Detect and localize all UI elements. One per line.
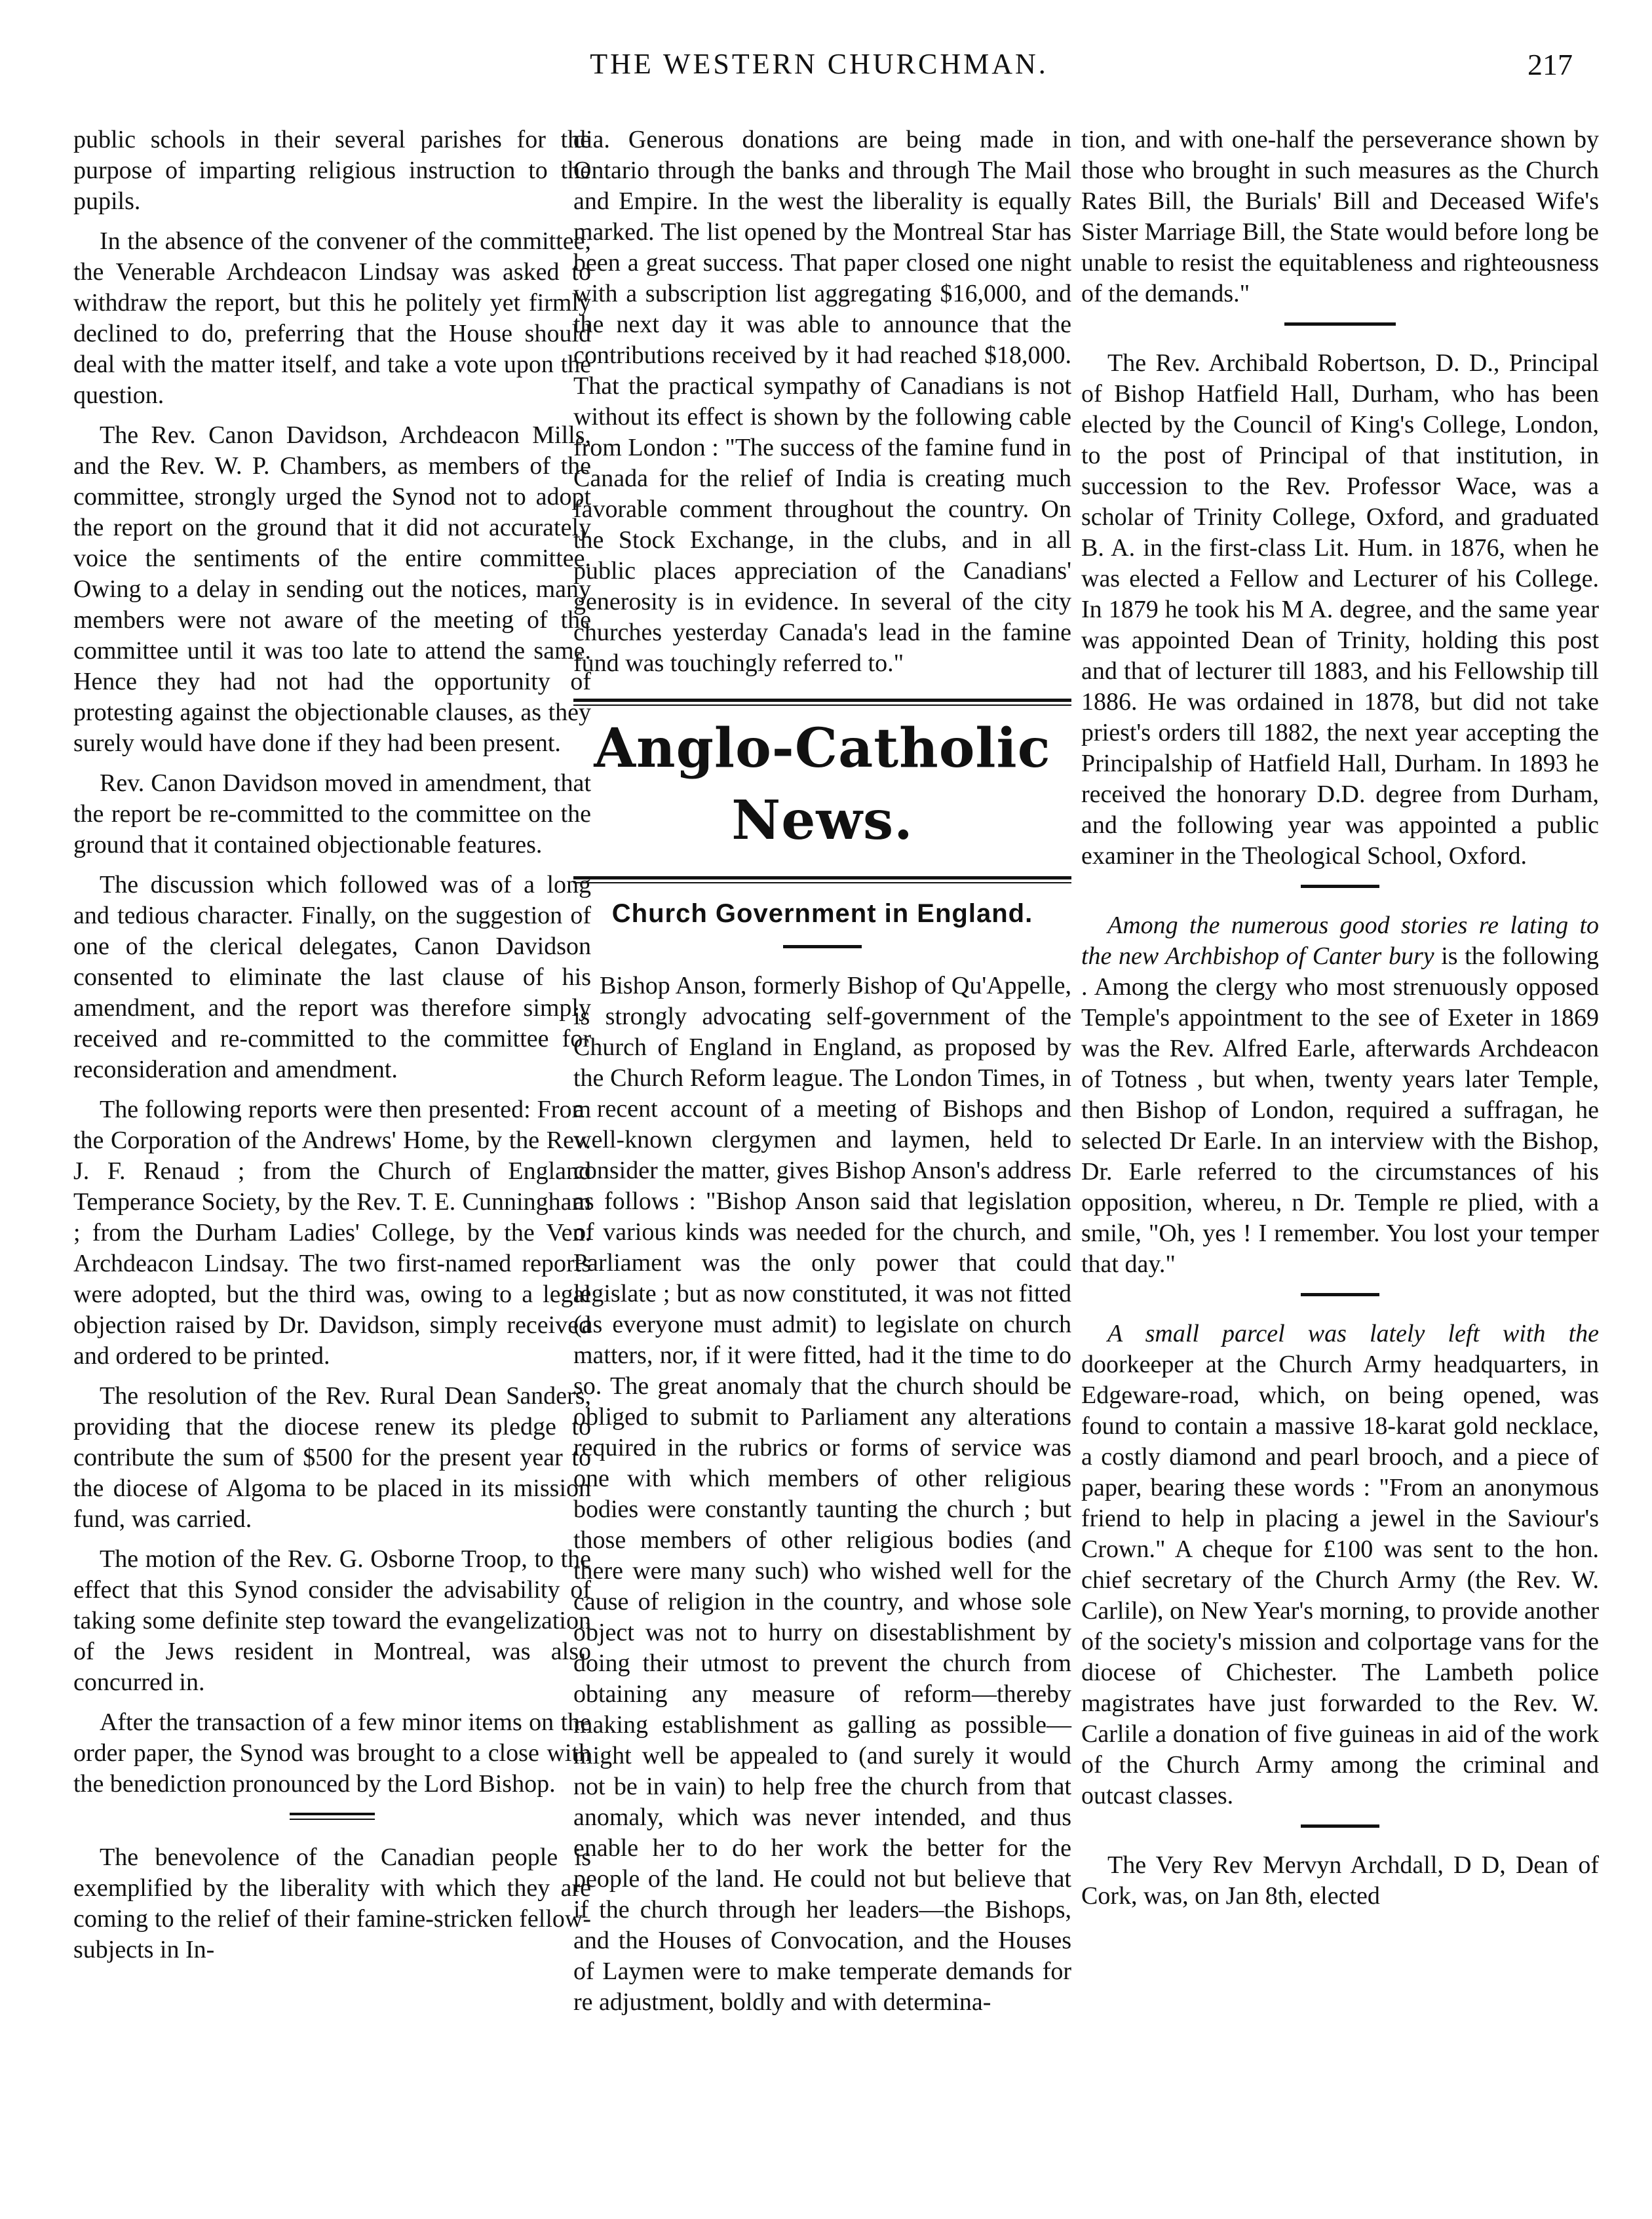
column-1 xyxy=(73,125,591,1975)
paragraph-text: doorkeeper at the Church Army headquarters, in Edgeware-road, which, on being opened, was found to contain a massive 18-karat gold necklace, a costly diamond and pearl brooch, and a piece of paper, bearing these words : "From an anonymous friend to help in placing a jewel in the Saviour's Crown." A cheque for £100 was sent to the hon. chief secretary of the Church Army (the Rev. W. Carlile), on New Year's morning, to provide another of the society's mission and colportage vans for the diocese of Chichester. The Lambeth police magistrates have just forwarded to the Rev. W. Carlile a donation of five guineas in aid of the work of the Church Army among the criminal and outcast classes. xyxy=(1081,1351,1599,1809)
section-divider xyxy=(1301,1824,1379,1828)
section-divider xyxy=(1284,322,1396,326)
paragraph xyxy=(1081,910,1599,1280)
italic-lead: Among the numerous good stories re lating to the new Archbishop of Canter bury xyxy=(1081,912,1599,970)
paragraph: The resolution of the Rev. Rural Dean Sanders, providing that the diocese renew its pledge to contribute the sum of $500 for the present year to the diocese of Algoma to be placed in its mission fund, was carried. xyxy=(73,1382,591,1533)
section-divider xyxy=(1301,1293,1379,1296)
section-rule xyxy=(573,699,1071,706)
paragraph: public schools in their several parishes for the purpose of imparting religious instruction to the pupils. xyxy=(73,126,591,215)
paragraph: tion, and with one-half the perseverance shown by those who brought in such measures as the Church Rates Bill, the Burials' Bill and Deceased Wife's Sister Marriage Bill, the State would before long be unable to resist the equitableness and righteousness of the demands." xyxy=(1081,126,1599,307)
paragraph: The discussion which followed was of a long and tedious character. Finally, on the suggestion of one of the clerical delegates, Canon Davidson consented to eliminate the last clause of his amendment, and the report was therefore simply received and re-committed to the committee for reconsideration and amendment. xyxy=(73,871,591,1083)
section-masthead: Anglo-Catholic News. xyxy=(594,717,1051,852)
italic-lead: A small parcel was lately left with the xyxy=(1107,1320,1599,1347)
section-divider xyxy=(1301,885,1379,888)
paragraph: After the transaction of a few minor items on the order paper, the Synod was brought to a close with the benediction pronounced by the Lord Bishop. xyxy=(73,1708,591,1798)
paragraph xyxy=(1081,1319,1599,1811)
paragraph: dia. Generous donations are being made in Ontario through the banks and through The Mail and Empire. In the west the liberality is equally marked. The list opened by the Montreal Star has been a great success. That paper closed one night with a subscription list aggregating $16,000, and the next day it was able to announce that the contributions received by it had reached $18,000. That the practical sympathy of Canadians is not without its effect is shown by the following cable from London : "The success of the famine fund in Canada for the relief of India is creating much favorable comment throughout the country. On the Stock Exchange, in the clubs, and in all public places appreciation of the Canadians' generosity is in evidence. In several of the city churches yesterday Canada's lead in the famine fund was touchingly referred to." xyxy=(573,126,1071,677)
paragraph: The motion of the Rev. G. Osborne Troop, to the effect that this Synod consider the advisability of taking some definite step toward the evangelization of the Jews resident in Montreal, was also concurred in. xyxy=(73,1545,591,1696)
paragraph: Bishop Anson, formerly Bishop of Qu'Appelle, is strongly advocating self-government of the Church of England in England, as proposed by the Church Reform league. The London Times, in a recent account of a meeting of Bishops and well-known clergymen and laymen, held to consider the matter, gives Bishop Anson's address as follows : "Bishop Anson said that legislation of various kinds was needed for the church, and Parliament was the only power that could legislate ; but as now constituted, it was not fitted (as everyone must admit) to legislate on church matters, nor, if it were fitted, had it the time to do so. The great anomaly that the church should be obliged to submit to Parliament any alterations required in the rubrics or forms of service was one with which members of other religious bodies were constantly taunting the church ; but those members of other religious bodies (and there were many such) who wished well for the cause of religion in the country, and whose sole object was not to hurry on disestablishment by doing their utmost to prevent the church from obtaining any measure of reform—thereby making establishment as galling as possible—might well be appealed to (and surely it would not be in vain) to help free the church from that anomaly, which was never intended, and thus enable her to do her work the better for the people of the land. He could not but believe that if the church through her leaders—the Bishops, and the Houses of Convocation, and the Houses of Laymen were to make temperate demands for re adjustment, boldly and with determina- xyxy=(573,972,1071,2016)
running-title: THE WESTERN CHURCHMAN. xyxy=(590,48,1048,80)
column-3 xyxy=(1081,125,1599,1921)
headline-rule xyxy=(783,945,862,948)
paragraph: The Rev. Canon Davidson, Archdeacon Mills, and the Rev. W. P. Chambers, as members of the committee, strongly urged the Synod not to adopt the report on the ground that it did not accurately voice the sentiments of the entire committee. Owing to a delay in sending out the notices, many members were not aware of the meeting of the committee until it was too late to attend the same. Hence they had not had the opportunity of protesting against the objectionable clauses, as they surely would have done if they had been present. xyxy=(73,421,591,757)
paragraph: In the absence of the convener of the committee, the Venerable Archdeacon Lindsay was asked to withdraw the report, but this he politely yet firmly declined to do, preferring that the House should deal with the matter itself, and take a vote upon the question. xyxy=(73,227,591,409)
paragraph: Rev. Canon Davidson moved in amendment, that the report be re-committed to the committee on the ground that it contained objectionable features. xyxy=(73,769,591,859)
paragraph-text: is the following . Among the clergy who most strenuously opposed Temple's appointment to the see of Exeter in 1869 was the Rev. Alfred Earle, afterwards Archdeacon of Totness , but when, twenty years later Temple, then Bishop of London, required a suffragan, he selected Dr Earle. In an interview with the Bishop, Dr. Earle referred to the circumstances of his opposition, whereu, n Dr. Temple re plied, with a smile, "Oh, yes ! I remember. You lost your temper that day." xyxy=(1081,942,1599,1278)
paragraph: The Rev. Archibald Robertson, D. D., Principal of Bishop Hatfield Hall, Durham, who has been elected by the Council of King's College, London, to the post of Principal of that institution, in succession to the Rev. Professor Wace, was a scholar of Trinity College, Oxford, and graduated B. A. in the first-class Lit. Hum. in 1876, when he was elected a Fellow and Lecturer of his College. In 1879 he took his M A. degree, and the same year was appointed Dean of Trinity, holding this post and that of lecturer till 1883, and his Fellowship till 1886. He was ordained in 1878, but did not take priest's orders till 1882, the next year accepting the Principalship of Hatfield Hall, Durham. In 1893 he received the honorary D.D. degree from Durham, and the following year was appointed a public examiner in the Theological School, Oxford. xyxy=(1081,349,1599,870)
paragraph: The following reports were then presented: From the Corporation of the Andrews' Home, by the Rev. J. F. Renaud ; from the Church of England Temperance Society, by the Rev. T. E. Cunningham ; from the Durham Ladies' College, by the Ven. Archdeacon Lindsay. The two first-named reports were adopted, but the third was, owing to a legal objection raised by Dr. Davidson, simply received and ordered to be printed. xyxy=(73,1096,591,1370)
paragraph: The Very Rev Mervyn Archdall, D D, Dean of Cork, was, on Jan 8th, elected xyxy=(1081,1851,1599,1910)
article-headline: Church Government in England. xyxy=(611,899,1033,928)
paragraph: The benevolence of the Canadian people is exemplified by the liberality with which they are coming to the relief of their famine-stricken fellow-subjects in In- xyxy=(73,1843,591,1963)
section-divider xyxy=(290,1813,375,1820)
page-number: 217 xyxy=(1527,48,1573,81)
column-2 xyxy=(573,125,1071,2027)
section-rule xyxy=(573,876,1071,883)
running-head xyxy=(66,47,1573,93)
